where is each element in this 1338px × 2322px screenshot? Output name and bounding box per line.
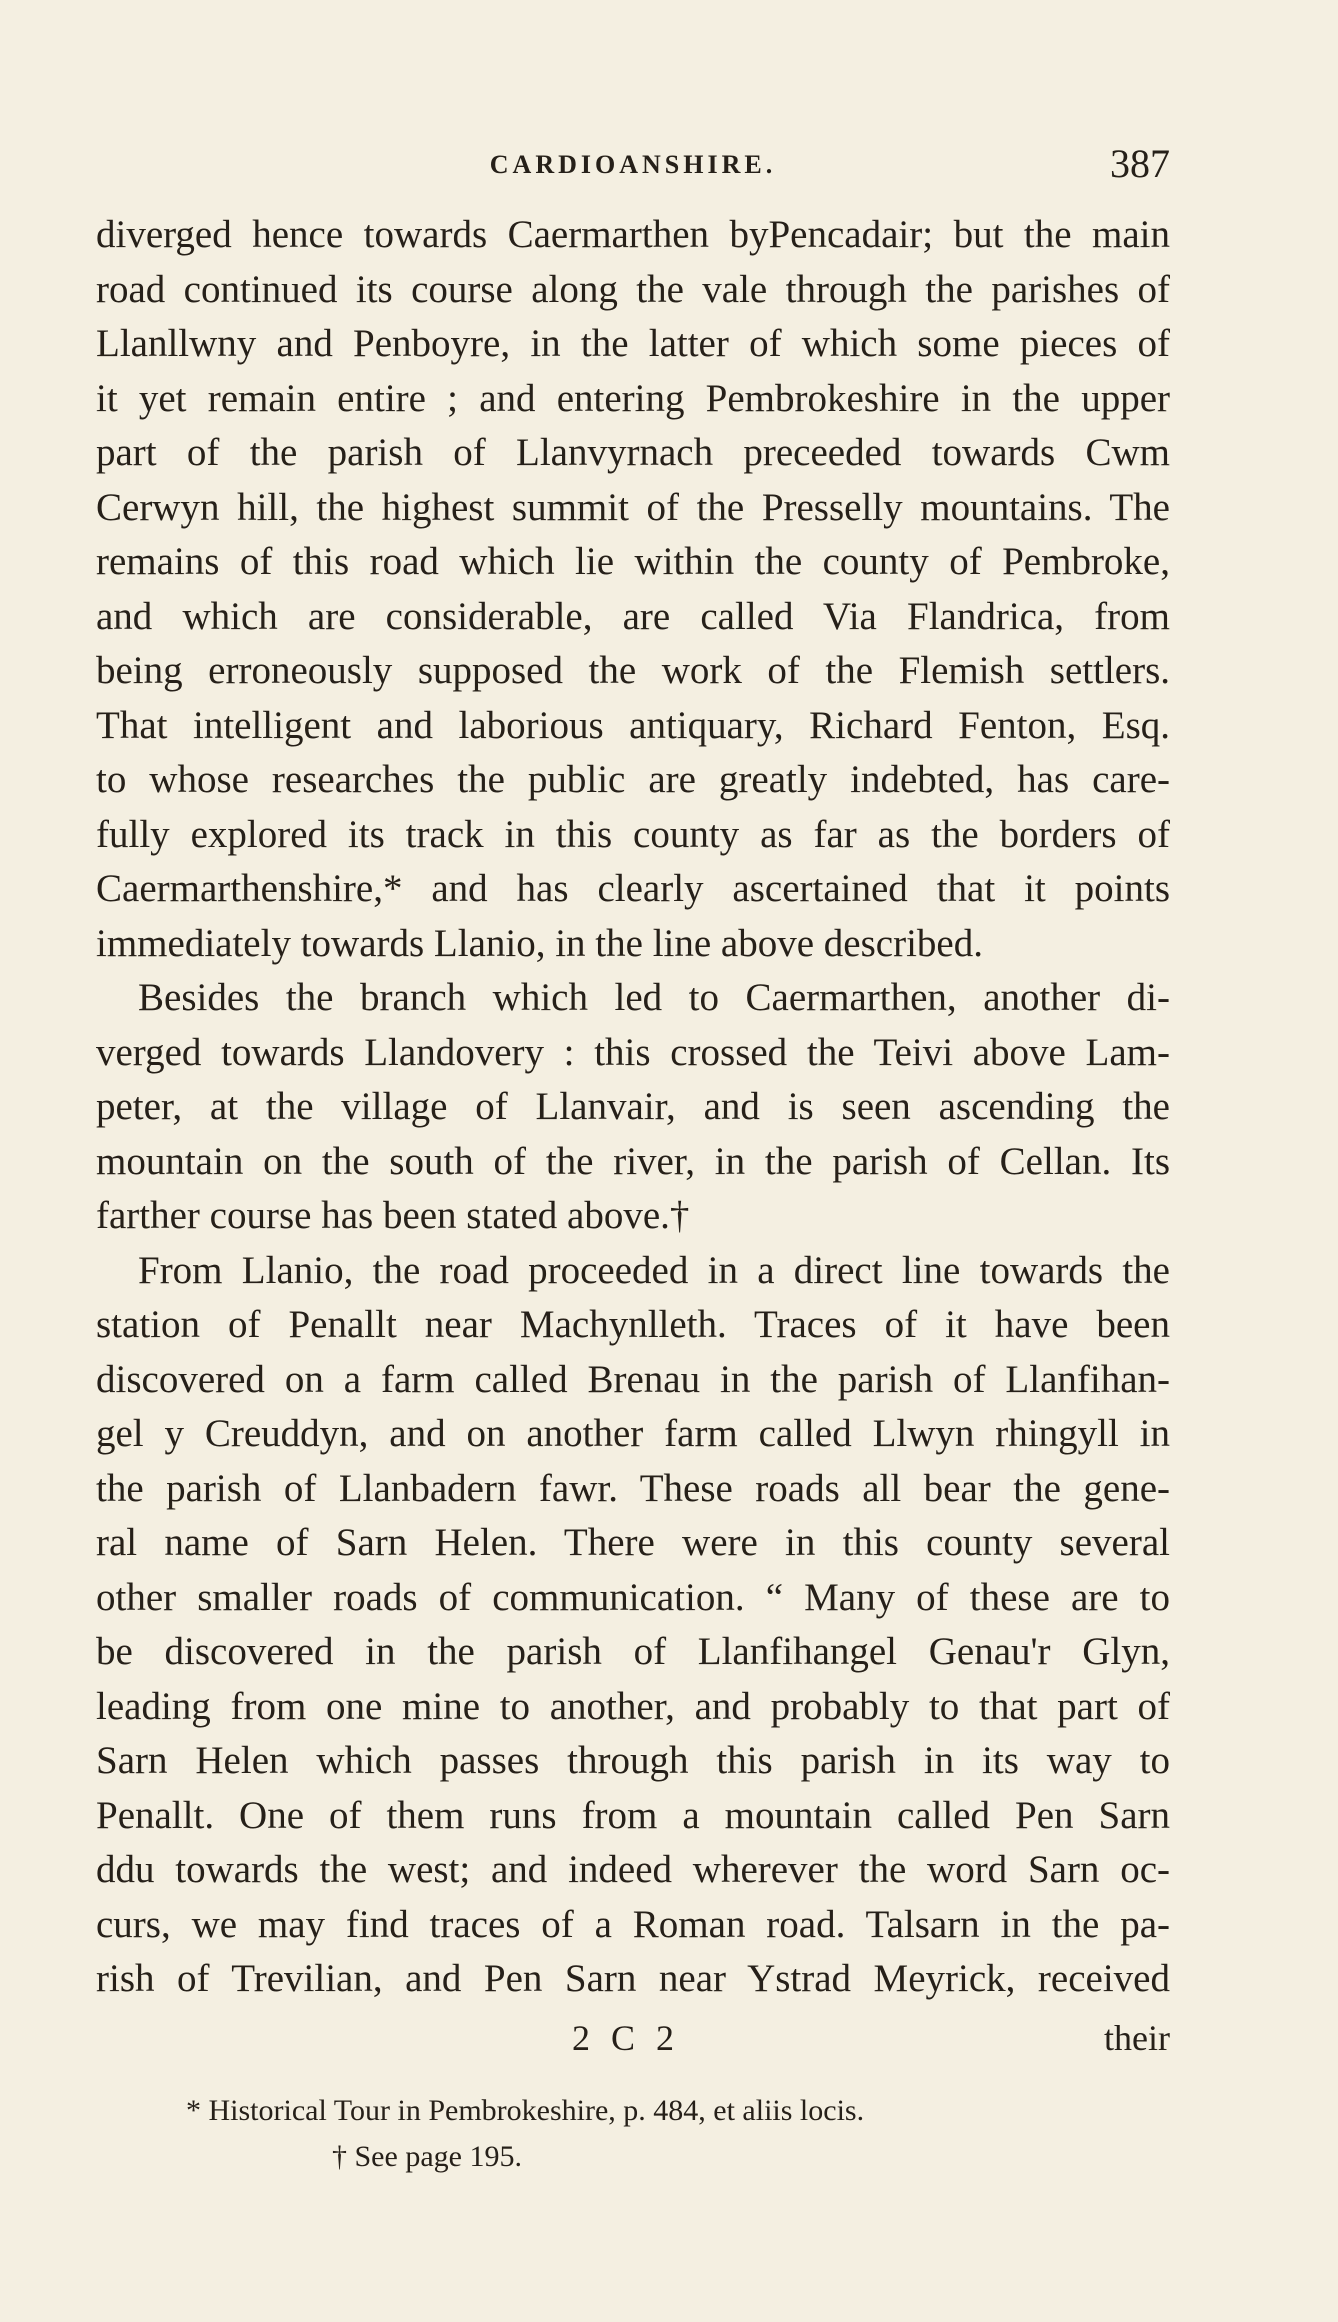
text-line: gel y Creuddyn, and on another farm called Llwyn rhingyll in — [96, 1412, 1170, 1455]
text-line: and which are considerable, are called Via Flandrica, from — [96, 594, 1170, 638]
text-line: Caermarthenshire,* and has clearly ascertained that it points — [96, 867, 1170, 910]
text-line: be discovered in the parish of Llanfihangel Genau'r Glyn, — [96, 1630, 1170, 1673]
text-line: other smaller roads of communication. “ Many of these are to — [96, 1575, 1170, 1619]
text-line: being erroneously supposed the work of the Flemish settlers. — [96, 649, 1170, 692]
text-line: peter, at the village of Llanvair, and is seen ascending the — [96, 1085, 1170, 1128]
text-line: road continued its course along the vale through the parishes of — [96, 267, 1170, 311]
text-line: That intelligent and laborious antiquary, Richard Fenton, Esq. — [96, 703, 1170, 747]
page-header — [96, 140, 1170, 190]
text-line: ral name of Sarn Helen. There were in this county several — [96, 1521, 1170, 1564]
text-line: From Llanio, the road proceeded in a direct line towards the — [138, 1248, 1170, 1292]
text-line: to whose researches the public are greatly indebted, has care- — [96, 758, 1170, 801]
text-line: ddu towards the west; and indeed wherever the word Sarn oc- — [96, 1848, 1170, 1891]
text-line: discovered on a farm called Brenau in the parish of Llanfihan- — [96, 1357, 1170, 1401]
text-line: immediately towards Llanio, in the line above described. — [96, 921, 983, 965]
body-text — [96, 208, 1170, 2007]
text-line: curs, we may find traces of a Roman road. Talsarn in the pa- — [96, 1902, 1170, 1946]
text-line: leading from one mine to another, and probably to that part of — [96, 1684, 1170, 1728]
text-line: verged towards Llandovery : this crossed the Teivi above Lam- — [96, 1030, 1170, 1074]
footnote: * Historical Tour in Pembrokeshire, p. 484, et aliis locis. — [186, 2094, 865, 2127]
text-line: fully explored its track in this county as far as the borders of — [96, 812, 1170, 856]
text-line: Llanllwny and Penboyre, in the latter of which some pieces of — [96, 322, 1170, 365]
text-line: remains of this road which lie within the county of Pembroke, — [96, 540, 1170, 583]
text-line: station of Penallt near Machynlleth. Traces of it have been — [96, 1303, 1170, 1346]
text-line: mountain on the south of the river, in the parish of Cellan. Its — [96, 1139, 1170, 1183]
footnotes — [96, 2088, 1170, 2180]
text-line: farther course has been stated above.† — [96, 1194, 690, 1237]
page-number: 387 — [1110, 141, 1170, 186]
running-head: CARDIOANSHIRE. — [489, 150, 777, 179]
text-line: it yet remain entire ; and entering Pembrokeshire in the upper — [96, 376, 1170, 420]
signature-mark: 2 C 2 — [572, 2018, 681, 2058]
text-line: Besides the branch which led to Caermarthen, another di- — [138, 976, 1170, 1019]
text-line: Penallt. One of them runs from a mountain called Pen Sarn — [96, 1793, 1170, 1837]
signature-row — [96, 2017, 1170, 2067]
catchword: their — [1104, 2018, 1170, 2058]
text-line: the parish of Llanbadern fawr. These roads all bear the gene- — [96, 1466, 1170, 1510]
text-line: rish of Trevilian, and Pen Sarn near Ystrad Meyrick, received — [96, 1957, 1170, 2000]
footnote: † See page 195. — [332, 2140, 522, 2173]
text-line: diverged hence towards Caermarthen byPencadair; but the main — [96, 213, 1170, 256]
text-line: part of the parish of Llanvyrnach preceeded towards Cwm — [96, 431, 1170, 474]
text-line: Sarn Helen which passes through this parish in its way to — [96, 1739, 1170, 1782]
text-line: Cerwyn hill, the highest summit of the Presselly mountains. The — [96, 485, 1170, 529]
